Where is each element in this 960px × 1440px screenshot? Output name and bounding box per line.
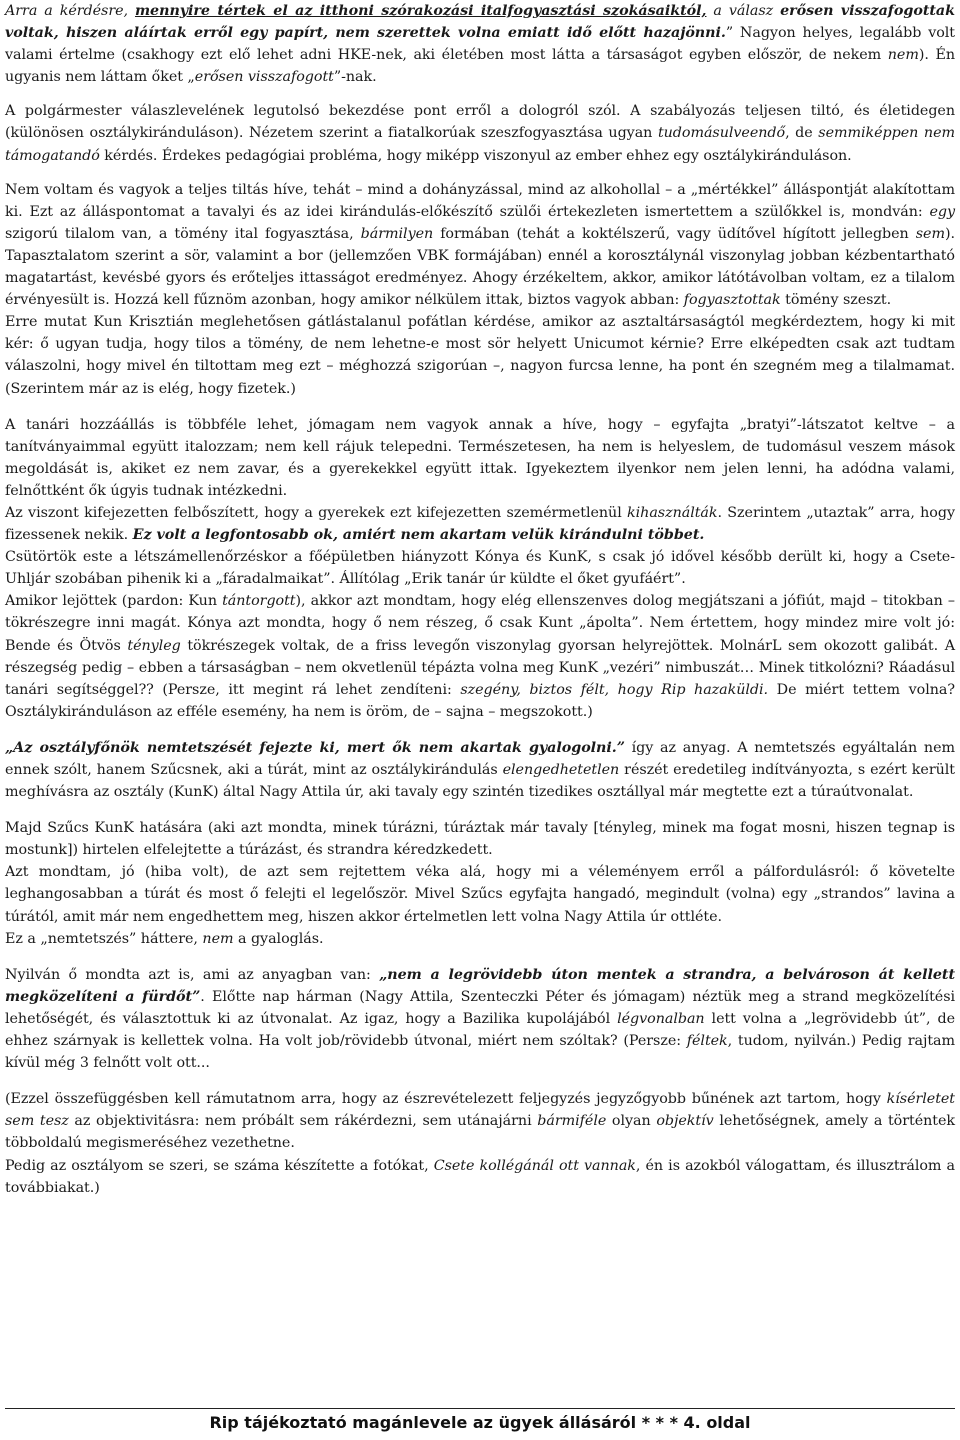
document-body <box>5 0 955 1199</box>
text-run: Nem voltam és vagyok a teljes tiltás híve, tehát – mind a dohányzással, mind az alkohollal – a „mértékkel” álláspontját alakítottam ki. Ezt az álláspontomat a tavalyi és az idei kirándulás-előkészítő szülői értekezleten ismertettem a szülőkkel is, mondván: <box>5 181 955 220</box>
paragraph <box>5 817 955 861</box>
text-run: tudomásulveendő <box>657 125 786 142</box>
text-run: „Az osztályfőnök nemtetszését fejezte ki, mert ők nem akartak gyalogolni.” <box>5 739 625 756</box>
text-run: , én is azokból válogattam, és illusztrálom a továbbiakat.) <box>5 1157 956 1196</box>
text-run: nem <box>887 47 919 64</box>
text-run: a gyaloglás. <box>233 930 324 947</box>
paragraph <box>5 179 955 312</box>
text-run: Csütörtök este a létszámellenőrzéskor a főépületben hiányzott Kónya és KunK, s csak jó idővel később derült ki, hogy a Csete-Uhljár szobában pihenik ki a „fáradalmaikat”. Állítólag „Erik tanár úr küldte el őket gyufáért”. <box>5 549 955 588</box>
text-run: Amikor lejöttek (pardon: Kun <box>5 593 223 610</box>
paragraph <box>5 414 955 502</box>
text-run: sem <box>915 225 945 242</box>
text-run: Arra a kérdésre, <box>5 3 135 19</box>
paragraph <box>5 928 955 950</box>
text-run: Erre mutat Kun Krisztián meglehetősen gátlástalanul pofátlan kérdése, amikor az asztaltársaságtól megkérdeztem, hogy ki mit kér: ő ugyan tudja, hogy tilos a tömény, de nem lehetne-e most sör helyett Unicumot kérnie? Erre elképedten csak azt tudtam válaszolni, hogy mivel én tiltottam meg ezt – méghozzá szigorúan –, nagyon furcsa lenne, ha pont én szegném meg a tilalmamat. (Szerintem már az is elég, hogy fizetek.) <box>5 314 955 397</box>
text-run: így az anyag. A nemtetszés egyáltalán nem ennek szólt, hanem Szűcsnek, aki a túrát, mint az osztálykirándulás <box>5 739 955 778</box>
text-run: kísérletet sem tesz <box>5 1091 955 1130</box>
text-run: , de <box>785 125 819 142</box>
text-run: légvonalban <box>617 1010 705 1027</box>
text-run: tántorgott <box>222 593 296 610</box>
text-run: ”-nak. <box>333 69 377 86</box>
text-run: a válasz <box>706 3 781 19</box>
text-run: ). Tapasztalatom szerint a sör, valamint a bor (jellemzően VBK formájában) ennél a korosztálynál viszonylag jobban kézbentartható magatartást, kevésbé gyors és erőteljes ittasságot eredményez. Ahogy érzékeltem, akkor, amikor látótávolban voltam, ez a tilalom érvényesült is. Hozzá kell fűznöm azonban, hogy amikor nélkülem ittak, biztos vagyok abban: <box>5 225 955 309</box>
text-run: lett volna a „legrövidebb út”, de ehhez szárnyak is kellettek volna. Ha volt job/rövidebb útvonal, miért nem szóltak? (Persze: <box>5 1010 956 1050</box>
footer-rule <box>5 1408 955 1409</box>
paragraph <box>5 311 955 399</box>
text-run: elengedhetetlen <box>502 762 620 778</box>
paragraph <box>5 1155 955 1199</box>
text-run: Azt mondtam, jó (hiba volt), de azt sem rejtettem véka alá, hogy mi a véleményem erről a pálfordulásról: ő követelte leghangosabban a túrát és most ő felejti el legelőször. Mivel Szűcs egyfajta hangadó, megindult (volna) egy „strandos” lavina a túrától, amit már nem engedhettem meg, hiszen akkor értelmetlen lett volna Nagy Attila úr ottléte. <box>5 864 955 925</box>
text-run: . Előtte nap hárman (Nagy Attila, Szenteczki Péter és jómagam) néztük meg a strand megközelítési lehetőségét, és választottuk ki az útvonalat. Az igaz, hogy a Bazilika kupolájából <box>5 988 955 1027</box>
text-run: . Szerintem „utaztak” arra, hogy fizessenek nekik. <box>5 504 955 544</box>
text-run: szegény, biztos félt, hogy Rip hazaküldi. <box>460 681 769 698</box>
paragraph <box>5 502 955 546</box>
text-run: Ez volt a legfontosabb ok, amiért nem akartam velük kirándulni többet. <box>132 527 705 544</box>
paragraph <box>5 0 955 88</box>
text-run: (Ezzel összefüggésben kell rámutatnom arra, hogy az észrevételezett feljegyzés jegyzőgyobb bűnének azt tartom, hogy <box>5 1091 887 1108</box>
paragraph <box>5 100 955 166</box>
text-run: „nem a legrövidebb úton mentek a strandra, a belvároson át kellett megközelíteni a fürdőt” <box>5 966 955 1005</box>
text-run: bármilyen <box>360 225 434 242</box>
text-run: A tanári hozzáállás is többféle lehet, jómagam nem vagyok annak a híve, hogy – egyfajta „bratyi”-látszatot keltve – a tanítványaimmal együtt italozzam; nem kell rájuk telepedni. Természetesen, ha nem is helyeslem, de tudomásul veszem mások megoldását is, akiket ez nem zavar, és a gyerekekkel együtt ittak. Igyekeztem ilyenkor nem jelen lenni, ha adódna valami, felnőttként ők úgyis tudnak intézkedni. <box>5 416 955 499</box>
text-run: ” Nagyon helyes, legalább volt valami értelme (csakhogy ezt elő lehet adni HKE-nek, aki életében most látta a társaságot egyben először, de nekem <box>5 25 955 64</box>
text-run: De miért tettem volna? Osztálykiránduláson az efféle esemény, ha nem is öröm, de – sajna – megszokott.) <box>5 681 955 720</box>
text-run: tömény szeszt. <box>780 292 892 309</box>
text-run: fogyasztottak <box>683 292 781 309</box>
text-run: erősen visszafogott <box>194 69 334 86</box>
text-run: kihasználták <box>627 504 718 521</box>
text-run: tökrészegek voltak, de a friss levegőn viszonylag gyorsan helyrejöttek. MolnárL sem okozott galibát. A részegség pedig – ebben a társaságban – nem okvetlenül tépázta volna meg KunK „vezéri” nimbuszát… Minek titkolózni? Ráadásul tanári segítséggel?? (Persze, itt megint rá lehet zendíteni: <box>5 637 955 698</box>
text-run: erősen visszafogottak voltak, hiszen aláírtak erről egy papírt, nem szerettek volna emiatt idő előtt hazajönni. <box>5 3 955 42</box>
text-run: Csete kollégánál ott vannak <box>433 1157 636 1174</box>
text-run: kérdés. Érdekes pedagógiai probléma, hogy miképp viszonyul az ember ehhez egy osztálykiránduláson. <box>99 147 852 164</box>
text-run: bármiféle <box>537 1113 607 1130</box>
text-run: olyan <box>606 1113 657 1130</box>
paragraph <box>5 546 955 590</box>
text-run: szigorú tilalom van, a tömény ital fogyasztása, <box>5 225 361 242</box>
text-run: Ez a „nemtetszés” háttere, <box>5 930 203 947</box>
text-run: Pedig az osztályom se szeri, se száma készítette a fotókat, <box>5 1157 434 1174</box>
text-run: semmiképpen nem támogatandó <box>5 125 956 164</box>
text-run: A polgármester válaszlevelének legutolsó bekezdése pont erről a dologról szól. A szabályozás teljesen tiltó, és életidegen (különösen osztálykiránduláson). Nézetem szerint a fiatalkorúak szeszfogyasztása ugyan <box>5 103 955 142</box>
text-run: Nyilván ő mondta azt is, ami az anyagban van: <box>5 966 380 983</box>
paragraph <box>5 1088 955 1154</box>
text-run: , tudom, nyilván.) Pedig rajtam kívül még 3 felnőtt volt ott... <box>5 1033 956 1072</box>
text-run: objektív <box>656 1113 714 1130</box>
text-run: egy <box>929 203 955 220</box>
text-run: Az viszont kifejezetten felbőszített, hogy a gyerekek ezt kifejezetten szemérmetlenül <box>5 504 628 521</box>
text-run: mennyire tértek el az itthoni szórakozási italfogyasztási szokásaiktól, <box>134 3 707 19</box>
paragraph <box>5 964 955 1074</box>
text-run: ). Én ugyanis nem láttam őket „ <box>5 47 955 86</box>
text-run: féltek <box>686 1033 728 1050</box>
text-run: az objektivitásra: nem próbált sem rákérdezni, sem utánajárni <box>68 1113 538 1130</box>
text-run: nem <box>202 930 234 947</box>
page-footer: Rip tájékoztató magánlevele az ügyek állásáról * * * 4. oldal <box>209 1413 751 1432</box>
text-run: formában (tehát a koktélszerű, vagy üdítővel hígított jellegben <box>433 225 916 242</box>
paragraph <box>5 590 955 723</box>
text-run: részét eredetileg indítványozta, s ezért került meghívásra az osztály (KunK) által Nagy Attila úr, aki tavaly egy szintén tizedikes osztállyal már megtette ezt a túraútvonalat. <box>5 762 955 801</box>
text-run: Majd Szűcs KunK hatására (aki azt mondta, minek túrázni, túráztak már tavaly [tényleg, minek ma fogat mosni, hiszen tegnap is mostunk]) hirtelen elfelejtette a túrázást, és strandra kéredzkedett. <box>5 820 955 859</box>
text-run: tényleg <box>127 637 181 654</box>
text-run: ), akkor azt mondtam, hogy elég ellenszenves dolog megjátszani a jófiút, majd – titokban – tökrészegre inni magát. Kónya azt mondta, hogy ő nem részeg, ő csak Kunt „ápolta”. Nem értettem, hogy mindez mire volt jó: Bende és Ötvös <box>5 593 955 654</box>
text-run: lehetőségnek, amely a történtek többoldalú megismeréséhez vezethetne. <box>5 1113 955 1152</box>
paragraph <box>5 737 955 803</box>
paragraph <box>5 861 955 927</box>
